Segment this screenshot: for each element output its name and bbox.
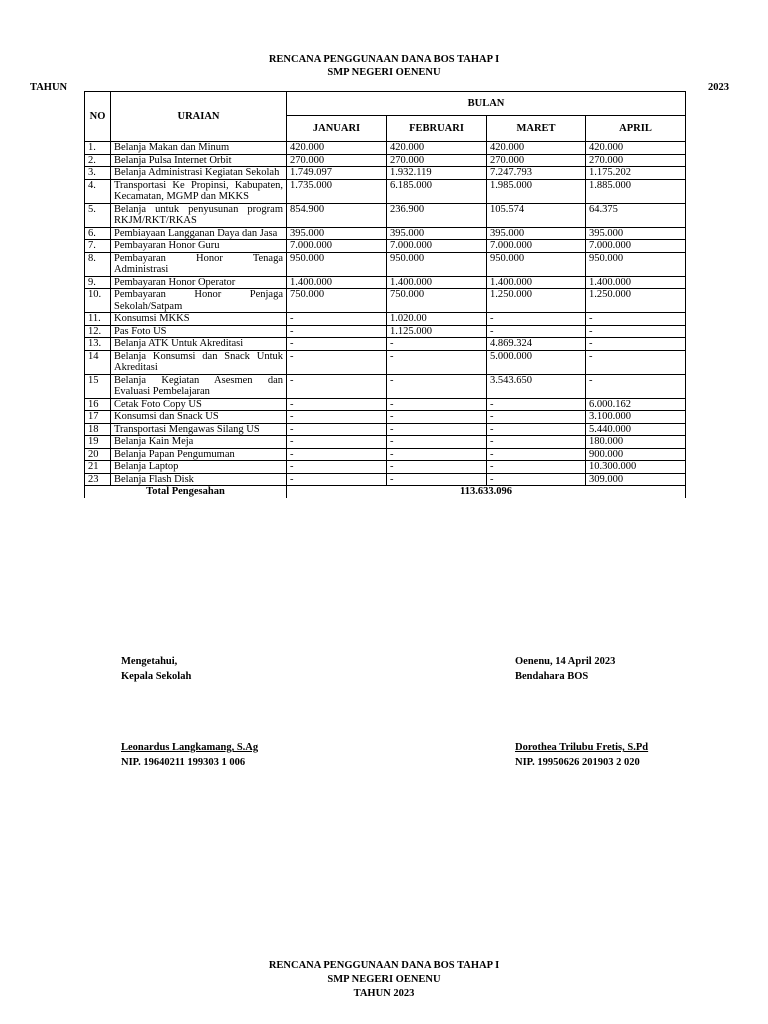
row-amount-februari: - [387,448,487,461]
row-amount-februari: 750.000 [387,289,487,313]
row-number: 14 [85,350,111,374]
row-amount-april: 1.400.000 [586,276,686,289]
row-amount-maret: 950.000 [487,252,586,276]
row-number: 9. [85,276,111,289]
school-name: SMP NEGERI OENENU [327,67,441,78]
header-month: APRIL [586,116,686,142]
row-amount-januari: 750.000 [287,289,387,313]
row-amount-april: 395.000 [586,227,686,240]
row-amount-februari: - [387,473,487,486]
table-row [85,276,686,289]
row-amount-februari: - [387,461,487,474]
row-description: Belanja Flash Disk [111,473,287,486]
signature-left [121,654,191,684]
footer-year: TAHUN 2023 [353,988,415,999]
row-amount-januari: - [287,313,387,326]
table-row [85,203,686,227]
row-description: Belanja Kain Meja [111,436,287,449]
year-label: TAHUN [30,82,68,93]
row-description: Transportasi Mengawas Silang US [111,423,287,436]
row-description: Belanja Laptop [111,461,287,474]
row-amount-april: - [586,325,686,338]
row-amount-maret: 1.985.000 [487,179,586,203]
table-row [85,374,686,398]
row-amount-maret: 5.000.000 [487,350,586,374]
table-row [85,461,686,474]
table-row [85,398,686,411]
table-row [85,179,686,203]
row-number: 8. [85,252,111,276]
row-description: Konsumsi MKKS [111,313,287,326]
row-number: 7. [85,240,111,253]
row-number: 15 [85,374,111,398]
row-amount-april: 1.175.202 [586,167,686,180]
row-description: Belanja Makan dan Minum [111,142,287,155]
header-description: URAIAN [111,92,287,142]
signature-right-role: Bendahara BOS [515,671,589,682]
treasurer-name: Dorothea Trilubu Fretis, S.Pd [515,742,649,753]
signature-right [515,654,615,684]
row-amount-februari: 420.000 [387,142,487,155]
row-description: Pembiayaan Langganan Daya dan Jasa [111,227,287,240]
row-number: 21 [85,461,111,474]
row-description: Pembayaran Honor Guru [111,240,287,253]
row-amount-maret: 105.574 [487,203,586,227]
row-number: 19 [85,436,111,449]
row-amount-april: 180.000 [586,436,686,449]
row-amount-maret: - [487,325,586,338]
row-amount-april: 3.100.000 [586,411,686,424]
row-number: 23 [85,473,111,486]
row-number: 5. [85,203,111,227]
row-amount-maret: 1.250.000 [487,289,586,313]
row-amount-februari: 950.000 [387,252,487,276]
row-amount-april: 270.000 [586,154,686,167]
row-amount-april: 900.000 [586,448,686,461]
row-amount-februari: - [387,423,487,436]
table-row [85,252,686,276]
principal-name: Leonardus Langkamang, S.Ag [121,742,259,753]
table-row [85,154,686,167]
table-row [85,289,686,313]
row-number: 3. [85,167,111,180]
row-amount-januari: - [287,398,387,411]
table-row [85,240,686,253]
footer-school-name: SMP NEGERI OENENU [327,974,441,985]
row-amount-februari: - [387,436,487,449]
signature-left-identity [121,740,258,770]
row-number: 2. [85,154,111,167]
row-amount-maret: - [487,398,586,411]
table-row [85,436,686,449]
row-amount-maret: - [487,473,586,486]
row-amount-april: 64.375 [586,203,686,227]
row-amount-maret: - [487,313,586,326]
row-description: Pembayaran Honor Tenaga Administrasi [111,252,287,276]
table-row [85,313,686,326]
row-amount-april: 1.250.000 [586,289,686,313]
header-month: MARET [487,116,586,142]
row-amount-januari: 420.000 [287,142,387,155]
total-label: Total Pengesahan [85,486,287,498]
row-number: 13. [85,338,111,351]
row-amount-maret: 1.400.000 [487,276,586,289]
row-amount-maret: 270.000 [487,154,586,167]
row-amount-april: 420.000 [586,142,686,155]
row-amount-februari: 1.125.000 [387,325,487,338]
row-number: 10. [85,289,111,313]
row-amount-januari: - [287,338,387,351]
row-amount-februari: 395.000 [387,227,487,240]
row-description: Belanja Pulsa Internet Orbit [111,154,287,167]
year-value: 2023 [708,82,729,93]
row-number: 20 [85,448,111,461]
row-amount-maret: 395.000 [487,227,586,240]
row-number: 11. [85,313,111,326]
row-amount-maret: - [487,461,586,474]
row-number: 12. [85,325,111,338]
row-amount-februari: - [387,411,487,424]
row-amount-januari: - [287,473,387,486]
row-amount-januari: - [287,350,387,374]
row-description: Pembayaran Honor Operator [111,276,287,289]
row-description: Cetak Foto Copy US [111,398,287,411]
table-row [85,227,686,240]
row-amount-april: - [586,338,686,351]
row-description: Belanja Papan Pengumuman [111,448,287,461]
row-amount-januari: - [287,448,387,461]
row-amount-januari: - [287,436,387,449]
row-amount-januari: 950.000 [287,252,387,276]
table-row [85,473,686,486]
row-amount-maret: 7.247.793 [487,167,586,180]
row-amount-februari: 7.000.000 [387,240,487,253]
table-row [85,350,686,374]
row-amount-januari: 395.000 [287,227,387,240]
row-description: Pas Foto US [111,325,287,338]
row-amount-januari: - [287,423,387,436]
row-amount-april: - [586,350,686,374]
row-amount-februari: 236.900 [387,203,487,227]
signature-right-identity [515,740,648,770]
row-amount-april: 950.000 [586,252,686,276]
row-amount-februari: 1.932.119 [387,167,487,180]
header-month-group: BULAN [287,92,686,116]
row-number: 6. [85,227,111,240]
row-amount-maret: 7.000.000 [487,240,586,253]
table-row [85,325,686,338]
table-row [85,423,686,436]
row-amount-april: 6.000.162 [586,398,686,411]
row-amount-maret: - [487,436,586,449]
row-description: Transportasi Ke Propinsi, Kabupaten, Kecamatan, MGMP dan MKKS [111,179,287,203]
row-number: 1. [85,142,111,155]
row-amount-maret: - [487,423,586,436]
signature-left-line1: Mengetahui, [121,656,178,667]
row-amount-april: - [586,313,686,326]
row-amount-maret: 3.543.650 [487,374,586,398]
row-description: Belanja Kegiatan Asesmen dan Evaluasi Pembelajaran [111,374,287,398]
row-amount-april: 309.000 [586,473,686,486]
row-number: 17 [85,411,111,424]
row-description: Pembayaran Honor Penjaga Sekolah/Satpam [111,289,287,313]
row-amount-februari: - [387,350,487,374]
row-amount-maret: - [487,448,586,461]
row-amount-april: 7.000.000 [586,240,686,253]
signature-right-date: Oenenu, 14 April 2023 [515,656,616,667]
row-description: Belanja untuk penyusunan program RKJM/RKT/RKAS [111,203,287,227]
row-amount-maret: 420.000 [487,142,586,155]
row-amount-april: - [586,374,686,398]
row-description: Belanja Administrasi Kegiatan Sekolah [111,167,287,180]
table-row [85,167,686,180]
row-amount-januari: 1.749.097 [287,167,387,180]
row-amount-januari: - [287,461,387,474]
table-row [85,338,686,351]
row-description: Konsumsi dan Snack US [111,411,287,424]
row-amount-februari: - [387,374,487,398]
row-amount-februari: 1.020.00 [387,313,487,326]
row-amount-januari: 1.400.000 [287,276,387,289]
row-amount-januari: 7.000.000 [287,240,387,253]
row-amount-februari: - [387,338,487,351]
row-amount-februari: 270.000 [387,154,487,167]
row-number: 16 [85,398,111,411]
principal-nip: NIP. 19640211 199303 1 006 [121,757,246,768]
treasurer-nip: NIP. 19950626 201903 2 020 [515,757,640,768]
row-amount-januari: - [287,411,387,424]
row-amount-maret: 4.869.324 [487,338,586,351]
row-amount-april: 1.885.000 [586,179,686,203]
row-description: Belanja ATK Untuk Akreditasi [111,338,287,351]
row-amount-januari: 270.000 [287,154,387,167]
row-amount-januari: 854.900 [287,203,387,227]
row-amount-april: 5.440.000 [586,423,686,436]
row-description: Belanja Konsumsi dan Snack Untuk Akreditasi [111,350,287,374]
row-amount-januari: 1.735.000 [287,179,387,203]
table-row [85,411,686,424]
header-month: JANUARI [287,116,387,142]
row-amount-februari: 6.185.000 [387,179,487,203]
header-no: NO [85,92,111,142]
row-amount-januari: - [287,325,387,338]
row-amount-februari: - [387,398,487,411]
row-amount-februari: 1.400.000 [387,276,487,289]
footer-title: RENCANA PENGGUNAAN DANA BOS TAHAP I [268,960,500,971]
row-amount-april: 10.300.000 [586,461,686,474]
row-number: 4. [85,179,111,203]
table-row [85,142,686,155]
table-row [85,448,686,461]
document-title: RENCANA PENGGUNAAN DANA BOS TAHAP I [268,54,500,65]
row-amount-januari: - [287,374,387,398]
signature-left-role: Kepala Sekolah [121,671,192,682]
total-value: 113.633.096 [287,486,686,498]
budget-table [84,91,686,498]
header-month: FEBRUARI [387,116,487,142]
row-amount-maret: - [487,411,586,424]
row-number: 18 [85,423,111,436]
